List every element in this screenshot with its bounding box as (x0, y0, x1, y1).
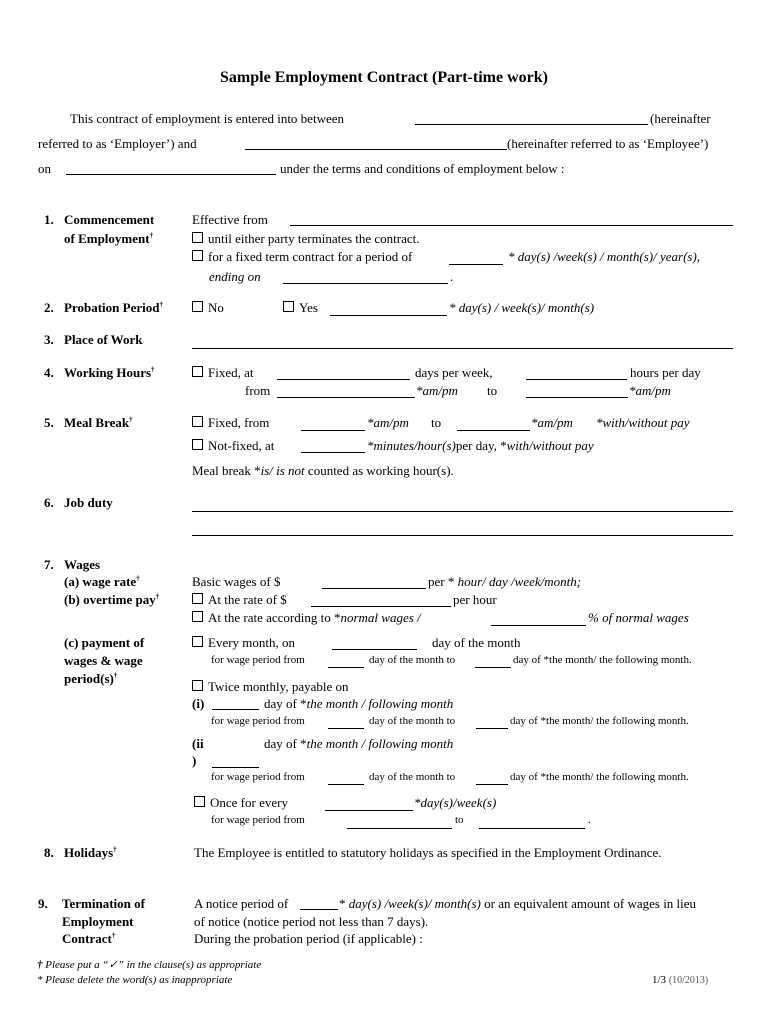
pay-day-line[interactable] (332, 649, 417, 650)
hours-from-line[interactable] (277, 397, 415, 398)
label: to (431, 415, 442, 430)
label: to (487, 383, 498, 398)
label: hours per day (630, 365, 701, 380)
checkbox[interactable] (192, 366, 203, 377)
wage-period-line[interactable] (328, 784, 364, 785)
label: day of *the month/ the following month. (513, 654, 692, 666)
section-heading: Termination of (62, 896, 145, 911)
intro-text: on (38, 161, 51, 176)
label: day of the month to (369, 654, 456, 666)
once-period-line[interactable] (325, 810, 413, 811)
section-heading: Job duty (64, 495, 113, 510)
page-number: 1/3 (10/2013) (652, 974, 709, 986)
dot: . (588, 814, 591, 826)
label: day of the month (432, 635, 521, 650)
unit-text: *am/pm (629, 383, 671, 398)
checkbox[interactable] (192, 680, 203, 691)
intro-text: This contract of employment is entered into between (70, 111, 344, 126)
meal-minutes-line[interactable] (301, 452, 365, 453)
section-number: 9. (38, 896, 48, 911)
sub-heading: (c) payment of (64, 635, 145, 650)
option-fixed-term[interactable]: for a fixed term contract for a period of (192, 250, 412, 263)
section-heading: Place of Work (64, 332, 143, 347)
sub-heading: wages & wage (64, 653, 143, 668)
label: from (245, 383, 271, 398)
once-to-line[interactable] (479, 828, 585, 829)
hours-per-day-line[interactable] (526, 379, 627, 380)
meal-not-fixed[interactable]: Not-fixed, at (192, 439, 274, 452)
sub-heading: period(s)† (64, 671, 118, 686)
unit-text: *am/pm (416, 383, 458, 398)
basic-wage-line[interactable] (322, 588, 426, 589)
section-heading: Wages (64, 557, 101, 572)
overtime-rate-line[interactable] (311, 606, 451, 607)
working-fixed[interactable]: Fixed, at (192, 366, 254, 379)
section-number: 1. (44, 212, 54, 227)
label: for wage period from (211, 654, 305, 666)
wage-period-line[interactable] (476, 728, 508, 729)
days-per-week-line[interactable] (277, 379, 410, 380)
footnote: * Please delete the word(s) as inappropriate (37, 974, 233, 986)
checkbox[interactable] (192, 250, 203, 261)
wage-period-line[interactable] (476, 784, 508, 785)
checkbox[interactable] (192, 301, 203, 312)
label: * day(s) /week(s)/ month(s) or an equivalent amount of wages in lieu (339, 896, 697, 911)
checkbox[interactable] (283, 301, 294, 312)
holidays-text: The Employee is entitled to statutory holidays as specified in the Employment Ordinance. (194, 845, 662, 860)
label: day of the month to (369, 771, 456, 783)
section-number: 3. (44, 332, 54, 347)
hours-to-line[interactable] (526, 397, 628, 398)
fixed-term-period-line[interactable] (449, 264, 503, 265)
pay-once[interactable]: Once for every (194, 796, 288, 809)
meal-counted-text: Meal break *is/ is not counted as working hour(s). (192, 463, 454, 478)
ending-on-line[interactable] (283, 283, 448, 284)
checkbox[interactable] (192, 232, 203, 243)
employer-name-line[interactable] (415, 124, 648, 125)
label: (i) (192, 696, 205, 711)
effective-from-label: Effective from (192, 212, 268, 227)
checkbox[interactable] (194, 796, 205, 807)
label: Basic wages of $ (192, 574, 281, 589)
section-heading: Contract† (62, 931, 116, 946)
option-terminate[interactable]: until either party terminates the contract. (192, 232, 420, 245)
label: *minutes/hour(s)per day, *with/without pay (367, 438, 594, 453)
label: ) (192, 753, 197, 768)
section-heading: Probation Period† (64, 300, 163, 315)
checkbox[interactable] (192, 593, 203, 604)
label: for wage period from (211, 814, 305, 826)
checkbox[interactable] (192, 636, 203, 647)
unit-text: *day(s)/week(s) (414, 795, 497, 810)
unit-text: *am/pm (367, 415, 409, 430)
section-number: 5. (44, 415, 54, 430)
pay-twice-monthly[interactable]: Twice monthly, payable on (192, 680, 349, 693)
checkbox[interactable] (192, 611, 203, 622)
label: During the probation period (if applicable) : (194, 931, 423, 946)
probation-no[interactable]: No (192, 301, 224, 314)
pay-day-line[interactable] (212, 767, 259, 768)
sub-heading: (b) overtime pay† (64, 592, 160, 607)
label: per hour (453, 592, 497, 607)
intro-text: under the terms and conditions of employment below : (280, 161, 565, 176)
effective-from-line[interactable] (290, 225, 733, 226)
probation-yes[interactable]: Yes (283, 301, 318, 314)
label: for wage period from (211, 771, 305, 783)
ending-on-label: ending on (209, 269, 261, 284)
label: day of *the month/ the following month. (510, 715, 689, 727)
checkbox[interactable] (192, 416, 203, 427)
intro-text: (hereinafter (650, 111, 711, 126)
section-number: 2. (44, 300, 54, 315)
place-of-work-line[interactable] (192, 348, 733, 349)
meal-to-line[interactable] (457, 430, 530, 431)
label: A notice period of (194, 896, 289, 911)
wage-period-line[interactable] (328, 667, 364, 668)
job-duty-line[interactable] (192, 535, 733, 536)
label: day of *the month/ the following month. (510, 771, 689, 783)
once-from-line[interactable] (347, 828, 452, 829)
section-heading: of Employment† (64, 231, 154, 246)
label: to (455, 814, 464, 826)
label: day of *the month / following month (264, 696, 454, 711)
job-duty-line[interactable] (192, 511, 733, 512)
label: for wage period from (211, 715, 305, 727)
section-number: 7. (44, 557, 54, 572)
intro-text: (hereinafter referred to as ‘Employee’) (507, 136, 709, 151)
sub-heading: (a) wage rate† (64, 574, 140, 589)
probation-period-line[interactable] (330, 315, 447, 316)
label: per * hour/ day /week/month; (428, 574, 582, 589)
section-number: 6. (44, 495, 54, 510)
wage-period-line[interactable] (475, 667, 511, 668)
document-title: Sample Employment Contract (Part-time work) (220, 69, 548, 86)
notice-period-line[interactable] (300, 909, 338, 910)
dot: . (450, 269, 454, 284)
pay-every-month[interactable]: Every month, on (192, 636, 295, 649)
intro-text: referred to as ‘Employer’) and (38, 136, 197, 151)
section-heading: Holidays† (64, 845, 117, 860)
label: of notice (notice period not less than 7 days). (194, 914, 429, 929)
section-heading: Meal Break† (64, 415, 133, 430)
unit-text: * day(s) / week(s)/ month(s) (449, 300, 595, 315)
section-number: 8. (44, 845, 54, 860)
label: day of the month to (369, 715, 456, 727)
overtime-rate[interactable]: At the rate of $ (192, 593, 287, 606)
section-number: 4. (44, 365, 54, 380)
meal-fixed[interactable]: Fixed, from (192, 416, 269, 429)
overtime-normal[interactable]: At the rate according to *normal wages / (192, 611, 421, 624)
unit-text: *am/pm (531, 415, 573, 430)
footnote: † Please put a “✓” in the clause(s) as appropriate (37, 959, 262, 971)
label: day of *the month / following month (264, 736, 454, 751)
checkbox[interactable] (192, 439, 203, 450)
unit-text: *with/without pay (596, 415, 690, 430)
pay-day-line[interactable] (212, 709, 259, 710)
employee-name-line[interactable] (245, 149, 507, 150)
unit-text: % of normal wages (588, 610, 689, 625)
wage-period-line[interactable] (328, 728, 364, 729)
label: (ii (192, 736, 204, 751)
contract-date-line[interactable] (66, 174, 276, 175)
section-heading: Working Hours† (64, 365, 155, 380)
section-heading: Employment (62, 914, 134, 929)
overtime-pct-line[interactable] (491, 625, 586, 626)
section-heading: Commencement (64, 212, 155, 227)
label: days per week, (415, 365, 493, 380)
unit-text: * day(s) /week(s) / month(s)/ year(s), (508, 249, 701, 264)
meal-from-line[interactable] (301, 430, 365, 431)
